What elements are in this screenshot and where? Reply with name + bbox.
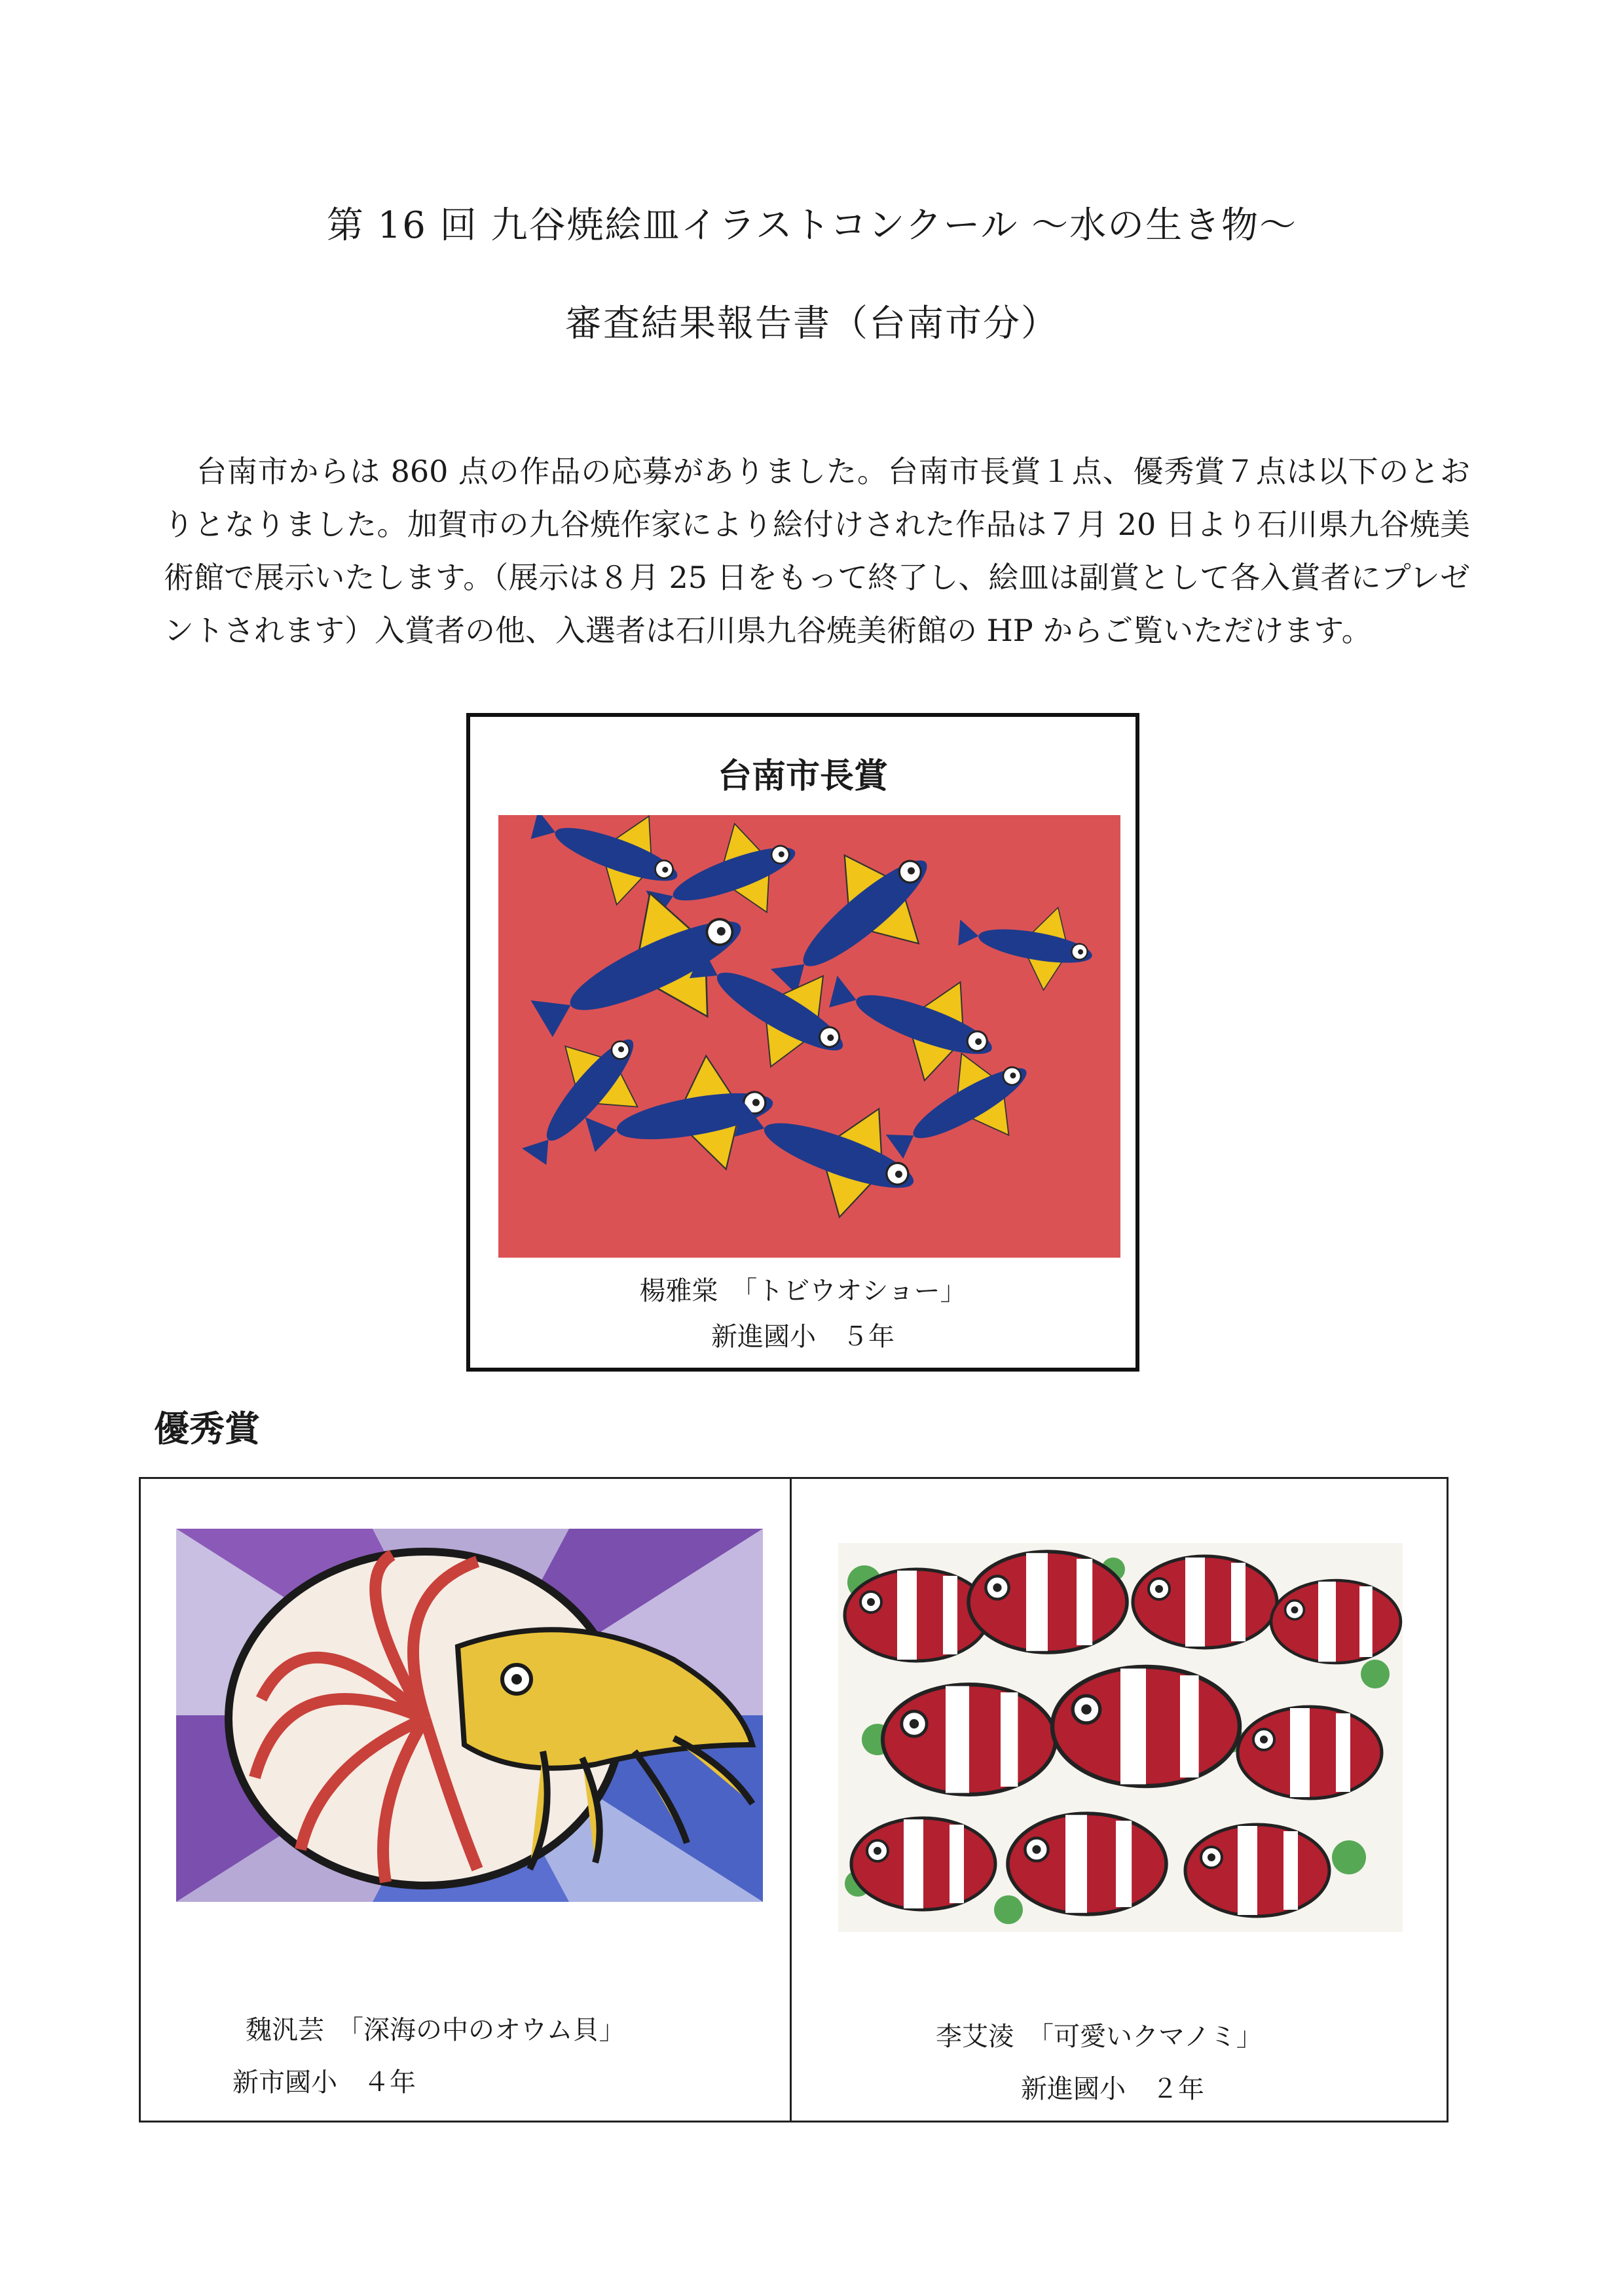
excellence-entry-1-school: 新市國小 ４年 [232,2068,416,2098]
clownfish [969,1552,1127,1652]
excellence-entry-2-school: 新進國小 ２年 [1021,2074,1204,2104]
clownfish [883,1685,1056,1795]
clownfish [1185,1825,1329,1916]
grand-prize-school: 新進國小 ５年 [711,1322,895,1352]
excellence-heading: 優秀賞 [154,1408,260,1449]
excellence-entry-2-name-title: 李艾淩 「可愛いクマノミ」 [936,2022,1263,2052]
clownfish [1008,1813,1166,1914]
intro-paragraph: 台南市からは 860 点の作品の応募がありました。台南市長賞１点、優秀賞７点は以下のとおりとなりました。加賀市の九谷焼作家により絵付けされた作品は７月 20 日より石川県九谷焼美術館で展示いたします。（展示は８月 25 日をもって終了し、絵皿は副賞として各入賞者にプレゼントされます）入賞者の他、入選者は石川県九谷焼美術館の HP からご覧いただけます。 [164,454,1470,648]
excellence-entry-2-artwork [838,1543,1403,1932]
excellence-entry-2 [792,1479,1447,2121]
excellence-entry-1-name-title: 魏汎芸 「深海の中のオウム貝」 [246,2015,625,2045]
clownfish [1052,1667,1240,1786]
clownfish [1133,1556,1277,1648]
clownfish [845,1569,989,1661]
flying-fish-painting [498,815,1120,1258]
clownfish-drawing [838,1543,1403,1932]
grand-prize-box [466,713,1139,1372]
clownfish [851,1818,995,1910]
nautilus-drawing [176,1529,763,1902]
clownfish [1271,1580,1401,1663]
excellence-entry-1 [141,1479,790,2121]
page-title: 第 16 回 九谷焼絵皿イラストコンクール ～水の生き物～ [326,204,1298,247]
grand-prize-artwork [498,815,1120,1258]
grand-prize-heading: 台南市長賞 [717,757,888,796]
excellence-table [139,1477,1449,2123]
report-subtitle: 審査結果報告書（台南市分） [565,302,1059,345]
clownfish [1238,1707,1382,1798]
grand-prize-name-title: 楊雅棠 「トビウオショー」 [639,1276,967,1306]
excellence-entry-1-artwork [176,1529,763,1902]
